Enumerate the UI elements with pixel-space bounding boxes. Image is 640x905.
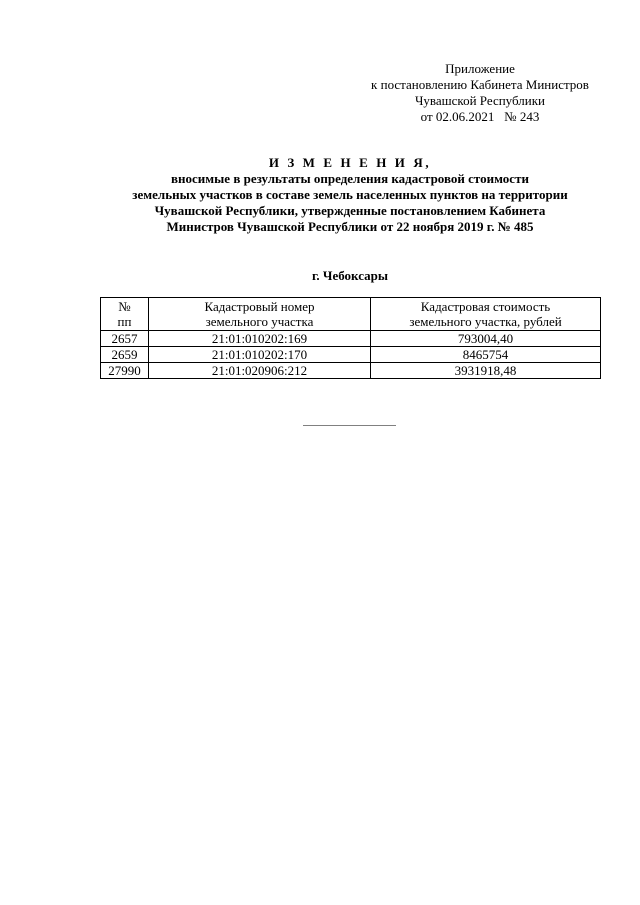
header-cost-line-2: земельного участка, рублей [409, 314, 562, 329]
table-body [101, 331, 601, 379]
cell-cadastral-cost: 8465754 [371, 347, 601, 363]
table-header [101, 298, 601, 331]
cadastral-table [100, 297, 601, 379]
cell-number: 2659 [101, 347, 149, 363]
header-number [101, 298, 149, 331]
title-line-4: Министров Чувашской Республики от 22 ноября 2019 г. № 485 [166, 219, 534, 234]
cell-number: 27990 [101, 363, 149, 379]
appendix-date-number: от 02.06.2021 № 243 [420, 109, 540, 124]
appendix-block [340, 61, 620, 125]
header-number-line-2: пп [117, 314, 132, 329]
header-cadastral-line-2: земельного участка [205, 314, 314, 329]
title-line-3: Чувашской Республики, утвержденные постановлением Кабинета [154, 203, 546, 218]
header-cost-line-1: Кадастровая стоимость [420, 299, 551, 314]
title-line-1: вносимые в результаты определения кадастровой стоимости [171, 171, 529, 186]
header-cadastral-line-1: Кадастровый номер [204, 299, 315, 314]
appendix-resolution-ref: к постановлению Кабинета Министров [371, 77, 589, 92]
appendix-republic: Чувашской Республики [414, 93, 546, 108]
end-divider [303, 425, 396, 426]
cell-cadastral-cost: 3931918,48 [371, 363, 601, 379]
city-heading: г. Чебоксары [311, 268, 389, 283]
table-header-row [101, 298, 601, 331]
table-row [101, 331, 601, 347]
cell-cadastral-cost: 793004,40 [371, 331, 601, 347]
header-cadastral-cost [371, 298, 601, 331]
title-line-2: земельных участков в составе земель населенных пунктов на территории [132, 187, 568, 202]
table-row [101, 363, 601, 379]
header-number-line-1: № [118, 299, 131, 314]
document-title [60, 155, 640, 235]
cell-cadastral-number: 21:01:010202:169 [149, 331, 371, 347]
cell-number: 2657 [101, 331, 149, 347]
table-row [101, 347, 601, 363]
cell-cadastral-number: 21:01:010202:170 [149, 347, 371, 363]
appendix-label: Приложение [445, 61, 515, 76]
header-cadastral-number [149, 298, 371, 331]
title-heading: И З М Е Н Е Н И Я, [268, 155, 432, 170]
cell-cadastral-number: 21:01:020906:212 [149, 363, 371, 379]
